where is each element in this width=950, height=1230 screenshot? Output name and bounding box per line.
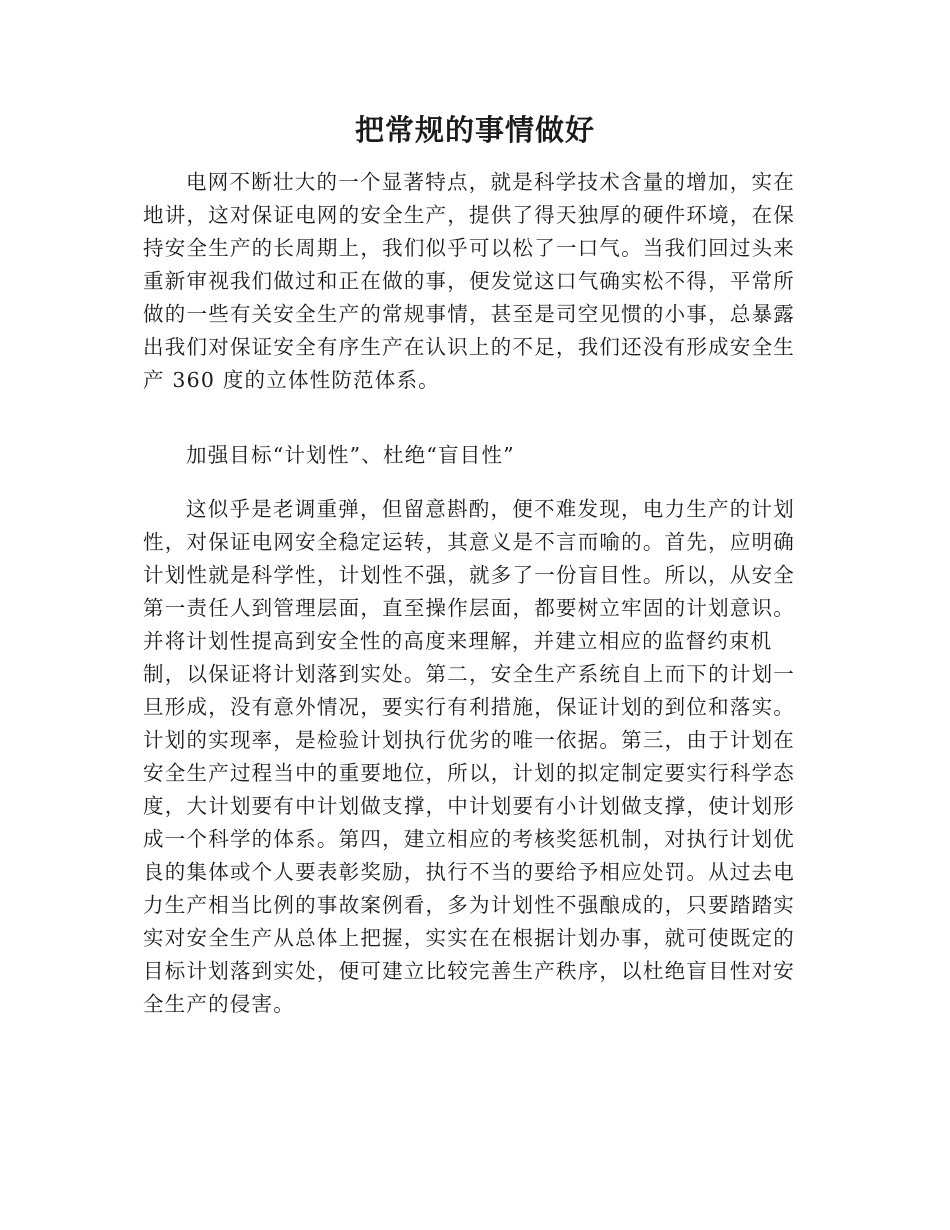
paragraph-intro bbox=[143, 166, 795, 397]
text-line: 度，大计划要有中计划做支撑，中计划要有小计划做支撑，使计划形 bbox=[143, 794, 795, 818]
text-line: 地讲，这对保证电网的安全生产，提供了得天独厚的硬件环境，在保 bbox=[143, 203, 795, 227]
document-title: 把常规的事情做好 bbox=[354, 113, 595, 147]
paragraph-planning bbox=[143, 493, 795, 1021]
text-line: 实对安全生产从总体上把握，实实在在根据计划办事，就可使既定的 bbox=[143, 926, 795, 950]
section-heading-text: 加强目标“计划性”、杜绝“盲目性” bbox=[186, 443, 515, 467]
text-line: 成一个科学的体系。第四，建立相应的考核奖惩机制，对执行计划优 bbox=[143, 827, 795, 851]
text-line: 做的一些有关安全生产的常规事情，甚至是司空见惯的小事，总暴露 bbox=[143, 302, 795, 326]
text-line: 并将计划性提高到安全性的高度来理解，并建立相应的监督约束机 bbox=[143, 629, 773, 653]
text-line: 计划的实现率，是检验计划执行优劣的唯一依据。第三，由于计划在 bbox=[143, 728, 795, 752]
text-line: 持安全生产的长周期上，我们似乎可以松了一口气。当我们回过头来 bbox=[143, 236, 795, 260]
text-line: 出我们对保证安全有序生产在认识上的不足，我们还没有形成安全生 bbox=[143, 335, 795, 359]
text-line: 重新审视我们做过和正在做的事，便发觉这口气确实松不得，平常所 bbox=[143, 269, 795, 293]
text-line: 产 360 度的立体性防范体系。 bbox=[143, 368, 440, 392]
text-line: 制，以保证将计划落到实处。第二，安全生产系统自上而下的计划一 bbox=[143, 662, 795, 686]
text-line: 目标计划落到实处，便可建立比较完善生产秩序，以杜绝盲目性对安 bbox=[143, 959, 795, 983]
text-line: 电网不断壮大的一个显著特点，就是科学技术含量的增加，实在 bbox=[186, 170, 795, 194]
text-line: 力生产相当比例的事故案例看，多为计划性不强酿成的，只要踏踏实 bbox=[143, 893, 795, 917]
text-line: 安全生产过程当中的重要地位，所以，计划的拟定制定要实行科学态 bbox=[143, 761, 795, 785]
section-heading bbox=[143, 439, 795, 472]
text-line: 这似乎是老调重弹，但留意斟酌，便不难发现，电力生产的计划 bbox=[186, 497, 795, 521]
text-line: 性，对保证电网安全稳定运转，其意义是不言而喻的。首先，应明确 bbox=[143, 530, 795, 554]
text-line: 计划性就是科学性，计划性不强，就多了一份盲目性。所以，从安全 bbox=[143, 563, 795, 587]
text-line: 第一责任人到管理层面，直至操作层面，都要树立牢固的计划意识。 bbox=[143, 596, 795, 620]
text-line: 全生产的侵害。 bbox=[143, 992, 295, 1016]
text-line: 良的集体或个人要表彰奖励，执行不当的要给予相应处罚。从过去电 bbox=[143, 860, 795, 884]
text-line: 旦形成，没有意外情况，要实行有利措施，保证计划的到位和落实。 bbox=[143, 695, 795, 719]
